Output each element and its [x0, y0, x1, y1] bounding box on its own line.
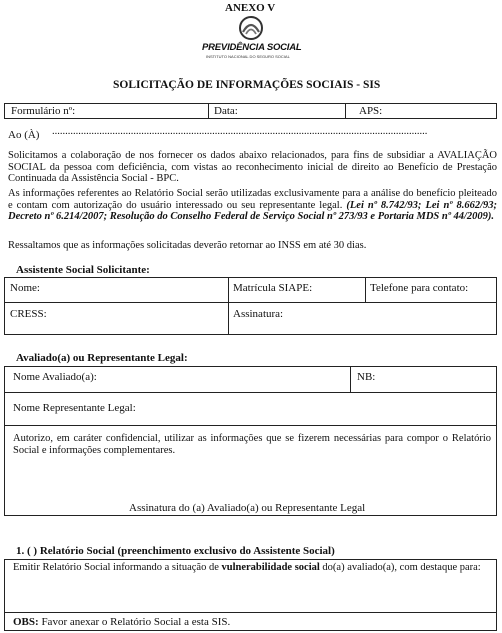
matricula-field[interactable]: Matrícula SIAPE: [233, 282, 313, 294]
aps-field[interactable]: APS: [359, 105, 383, 117]
avaliado-heading: Avaliado(a) ou Representante Legal: [16, 352, 188, 364]
ao-label: Ao (À) [8, 129, 40, 141]
laws-text: (Lei nº 8.742/93; Lei nº 8.662/93; Decreto nº 6.214/2007; Resolução do Conselho Federal de Serviço Social nº 273/93 e Portaria MDS nº 44/2009). [8, 199, 497, 222]
deadline-paragraph: Ressaltamos que as informações solicitadas deverão retornar ao INSS em até 30 dias. [8, 240, 367, 251]
avaliado-assinatura-line[interactable]: Assinatura do (a) Avaliado(a) ou Representante Legal [129, 502, 366, 514]
assistente-heading: Assistente Social Solicitante: [16, 264, 150, 276]
relatorio-heading [16, 545, 335, 557]
previdencia-emblem-icon [237, 15, 265, 41]
usage-text: As informações referentes ao Relatório Social serão utilizadas exclusivamente para a análise do benefício pleiteado e contam com autorização do usuário interessado ou seu representante legal. [8, 188, 497, 211]
header-row [4, 103, 497, 119]
formulario-field[interactable]: Formulário nº: [11, 105, 76, 117]
relatorio-checkbox-label[interactable]: 1. ( ) Relatório Social [16, 545, 115, 557]
telefone-field[interactable]: Telefone para contato: [370, 282, 469, 294]
obs-label: OBS: [13, 616, 39, 628]
relatorio-box [4, 559, 497, 631]
annex-label: ANEXO V [225, 2, 276, 14]
previdencia-logo [198, 15, 306, 65]
obs-line [13, 616, 230, 628]
logo-subtitle: INSTITUTO NACIONAL DO SEGURO SOCIAL [206, 54, 290, 59]
intro-paragraph: Solicitamos a colaboração de nos fornecer os dados abaixo relacionados, para fins de subsidiar a AVALIAÇÃO SOCIAL da pessoa com deficiência, com vistas ao reconhecimento inicial de direito ao Benefício de Prestação Continuada da Assistência Social - BPC. [8, 150, 497, 184]
cress-field[interactable]: CRESS: [10, 308, 47, 320]
data-field[interactable]: Data: [214, 105, 238, 117]
relatorio-text-c: do(a) avaliado(a), com destaque para: [319, 562, 481, 573]
relatorio-text-b: vulnerabilidade social [221, 562, 320, 573]
logo-name: PREVIDÊNCIA SOCIAL [202, 42, 302, 53]
assistente-nome-field[interactable]: Nome: [10, 282, 40, 294]
page-title: SOLICITAÇÃO DE INFORMAÇÕES SOCIAIS - SIS [113, 79, 381, 91]
avaliado-table [4, 366, 497, 516]
obs-text: Favor anexar o Relatório Social a esta SIS. [38, 616, 231, 628]
relatorio-text-a: Emitir Relatório Social informando a situação de [13, 562, 222, 573]
assistente-table [4, 277, 497, 335]
nb-field[interactable]: NB: [357, 371, 376, 383]
nome-avaliado-field[interactable]: Nome Avaliado(a): [13, 371, 97, 383]
assistente-assinatura-field[interactable]: Assinatura: [233, 308, 284, 320]
nome-representante-field[interactable]: Nome Representante Legal: [13, 402, 136, 414]
relatorio-heading-note: (preenchimento exclusivo do Assistente Social) [117, 545, 335, 557]
autorizo-text: Autorizo, em caráter confidencial, utilizar as informações que se fizerem necessárias para compor o Relatório Social e informações complementares. [13, 433, 491, 456]
ao-dotted-field[interactable]: ............................................................................................................................................... [52, 126, 428, 137]
usage-paragraph [8, 188, 497, 223]
relatorio-text [13, 562, 483, 574]
